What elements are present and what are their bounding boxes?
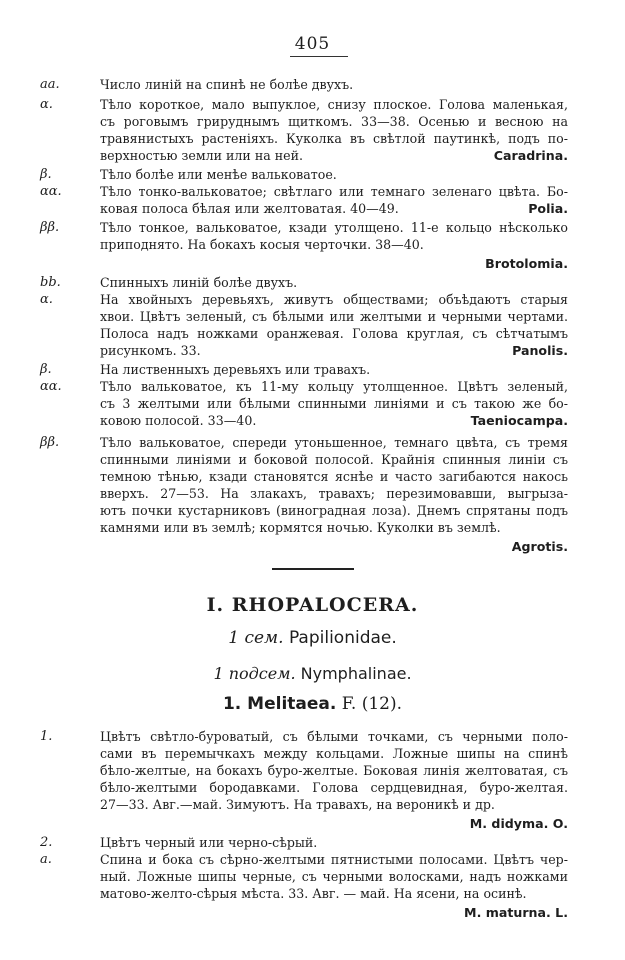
key-line: На лиственныхъ деревьяхъ или травахъ. (100, 362, 371, 377)
species-marker: 1. (40, 729, 53, 744)
key-marker: bb. (40, 275, 61, 290)
species-marker: a. (40, 852, 52, 867)
key-line: Число линій на спинѣ не болѣе двухъ. (100, 77, 354, 92)
genus-name-label: Panolis. (512, 343, 568, 358)
key-marker: β. (40, 362, 52, 377)
genus-name-label: Polia. (528, 201, 568, 216)
genus-name-label (100, 255, 568, 272)
genus-author: F. (12). (341, 694, 403, 714)
species-line: Цвѣтъ черный или черно-сѣрый. (100, 835, 318, 850)
family-heading (0, 628, 625, 648)
key-line: съ 3 желтыми или бѣлыми спинными линіями и съ такою же бо- (100, 396, 568, 411)
subfamily-name: Nymphalinae. (300, 664, 412, 683)
key-line: камнями или въ землѣ; кормятся ночью. Куколки въ землѣ. (100, 520, 501, 535)
species-line: Спина и бока съ сѣрно-желтыми пятнистыми полосами. Цвѣтъ чер- (100, 852, 568, 867)
genus-name-text: M. maturna. L. (464, 905, 568, 920)
key-marker: β. (40, 167, 52, 182)
key-line: Полоса надъ ножками оранжевая. Голова круглая, съ сѣтчатымъ (100, 326, 568, 341)
genus-name-label (100, 904, 568, 921)
key-marker: ββ. (40, 435, 60, 450)
species-line: 27—33. Авг.—май. Зимуютъ. На травахъ, на вероникѣ и др. (100, 797, 495, 812)
key-marker: ββ. (40, 220, 60, 235)
key-line: Тѣло тонко-вальковатое; свѣтлаго или темнаго зеленаго цвѣта. Бо- (100, 184, 568, 199)
order-heading: I. RHOPALOCERA. (206, 594, 419, 616)
species-line: бѣло-желтые, на бокахъ буро-желтые. Боковая линія желтоватая, съ (100, 763, 568, 778)
key-line: ютъ почки кустарниковъ (виноградная лоза). Днемъ спрятаны подъ (100, 503, 568, 518)
species-line: бѣло-желтыми бородавками. Голова сердцевидная, буро-желтая. (100, 780, 568, 795)
key-line (100, 342, 568, 359)
key-text: рисункомъ. 33. (100, 343, 201, 358)
key-line (100, 147, 568, 164)
species-line: ный. Ложные шипы черные, съ черными волосками, надъ ножками (100, 869, 568, 884)
genus-name-text: Brotolomia. (485, 256, 568, 271)
page-number: 405 (294, 34, 331, 54)
species-line: матово-желто-сѣрыя мѣста. 33. Авг. — май. На ясени, на осинѣ. (100, 886, 527, 901)
genus-name: 1. Melitaea. (222, 694, 337, 714)
key-marker: α. (40, 97, 53, 112)
key-line (100, 412, 568, 429)
key-text: ковою полосой. 33—40. (100, 413, 257, 428)
key-line: Спинныхъ линій болѣе двухъ. (100, 275, 298, 290)
genus-heading (0, 694, 625, 714)
subfamily-heading (0, 664, 625, 683)
key-line: съ роговымъ грируднымъ щиткомъ. 33—38. Осенью и весною на (100, 114, 568, 129)
key-line: приподнято. На бокахъ косыя черточки. 38—40. (100, 237, 424, 252)
species-line: Цвѣтъ свѣтло-буроватый, съ бѣлыми точками, съ черными поло- (100, 729, 568, 744)
key-line: Тѣло короткое, мало выпуклое, снизу плоское. Голова маленькая, (100, 97, 568, 112)
family-name: Papilionidae. (288, 628, 397, 648)
genus-name-label: Caradrina. (493, 148, 568, 163)
page-number-rule (290, 56, 348, 57)
genus-name-label (100, 538, 568, 555)
key-line: На хвойныхъ деревьяхъ, живутъ обществами; объѣдаютъ старыя (100, 292, 568, 307)
key-line (100, 200, 568, 217)
key-line: Тѣло вальковатое, спереди утоньшенное, темнаго цвѣта, съ тремя (100, 435, 568, 450)
subfamily-prefix: 1 подсем. (213, 664, 296, 683)
key-text: ковая полоса бѣлая или желтоватая. 40—49. (100, 201, 399, 216)
key-line: темною тѣнью, кзади становятся яснѣе и часто загибаются накось (100, 469, 568, 484)
key-line: спинными линіями и боковой полосой. Крайнія спинныя линіи съ (100, 452, 568, 467)
key-line: травянистыхъ растеніяхъ. Куколка въ свѣтлой паутинкѣ, подъ по- (100, 131, 568, 146)
genus-name-label (100, 815, 568, 832)
species-line: сами въ перемычкахъ между кольцами. Ложные шипы на спинѣ (100, 746, 568, 761)
key-line: Тѣло болѣе или менѣе вальковатое. (100, 167, 337, 182)
key-line: вверхъ. 27—53. На злакахъ, травахъ; перезимовавши, выгрыза- (100, 486, 568, 501)
key-marker: αα. (40, 379, 62, 394)
section-divider-rule (272, 568, 354, 570)
genus-name-label: Taeniocampa. (470, 413, 568, 428)
key-line: Тѣло вальковатое, къ 11-му кольцу утолщенное. Цвѣтъ зеленый, (100, 379, 568, 394)
key-marker: α. (40, 292, 53, 307)
genus-name-text: M. didyma. O. (469, 816, 568, 831)
genus-name-text: Agrotis. (511, 539, 568, 554)
key-text: верхностью земли или на ней. (100, 148, 303, 163)
key-marker: αα. (40, 184, 62, 199)
key-marker: aa. (40, 77, 60, 92)
family-prefix: 1 сем. (228, 628, 284, 648)
key-line: хвои. Цвѣтъ зеленый, съ бѣлыми или желтыми и черными чертами. (100, 309, 568, 324)
species-marker: 2. (40, 835, 53, 850)
key-line: Тѣло тонкое, вальковатое, кзади утолщено. 11-е кольцо нѣсколько (100, 220, 568, 235)
